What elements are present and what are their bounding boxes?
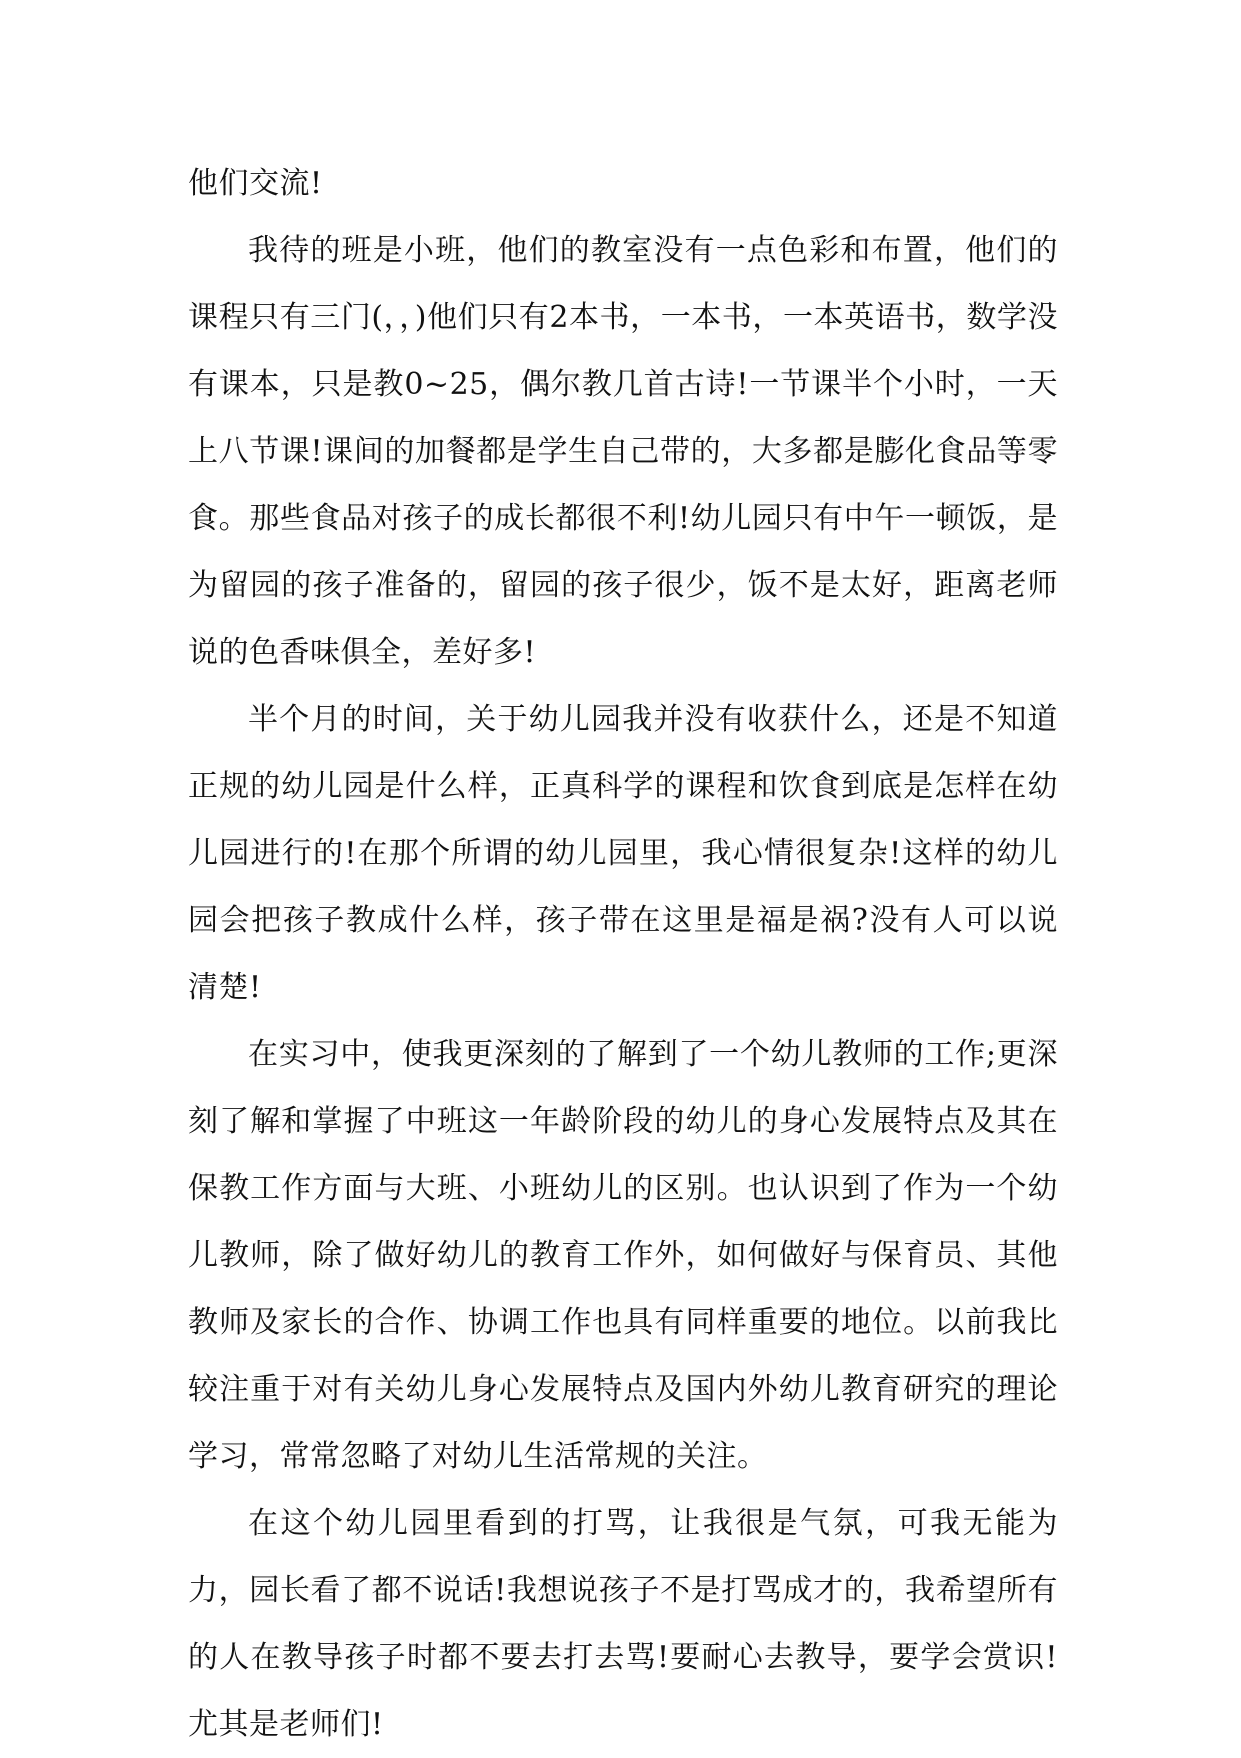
paragraph-1: 他们交流! xyxy=(188,166,323,201)
paragraph-3: 半个月的时间，关于幼儿园我并没有收获什么，还是不知道正规的幼儿园是什么样，正真科学的课程和饮食到底是怎样在幼儿园进行的!在那个所谓的幼儿园里，我心情很复杂!这样的幼儿园会把孩子教成什么样，孩子带在这里是福是祸?没有人可以说清楚! xyxy=(188,702,1058,1005)
paragraph-4: 在实习中，使我更深刻的了解到了一个幼儿教师的工作;更深刻了解和掌握了中班这一年龄阶段的幼儿的身心发展特点及其在保教工作方面与大班、小班幼儿的区别。也认识到了作为一个幼儿教师，除了做好幼儿的教育工作外，如何做好与保育员、其他教师及家长的合作、协调工作也具有同样重要的地位。以前我比较注重于对有关幼儿身心发展特点及国内外幼儿教育研究的理论学习，常常忽略了对幼儿生活常规的关注。 xyxy=(188,1037,1058,1474)
paragraph-5: 在这个幼儿园里看到的打骂，让我很是气氛，可我无能为力，园长看了都不说话!我想说孩子不是打骂成才的，我希望所有的人在教导孩子时都不要去打去骂!要耐心去教导，要学会赏识!尤其是老师们! xyxy=(188,1506,1058,1742)
document-body xyxy=(188,150,1058,1758)
paragraph-2: 我待的班是小班，他们的教室没有一点色彩和布置，他们的课程只有三门(，，)他们只有2本书，一本书，一本英语书，数学没有课本，只是教0~25，偶尔教几首古诗!一节课半个小时，一天上八节课!课间的加餐都是学生自己带的，大多都是膨化食品等零食。那些食品对孩子的成长都很不利!幼儿园只有中午一顿饭，是为留园的孩子准备的，留园的孩子很少，饭不是太好，距离老师说的色香味俱全，差好多! xyxy=(188,233,1058,670)
